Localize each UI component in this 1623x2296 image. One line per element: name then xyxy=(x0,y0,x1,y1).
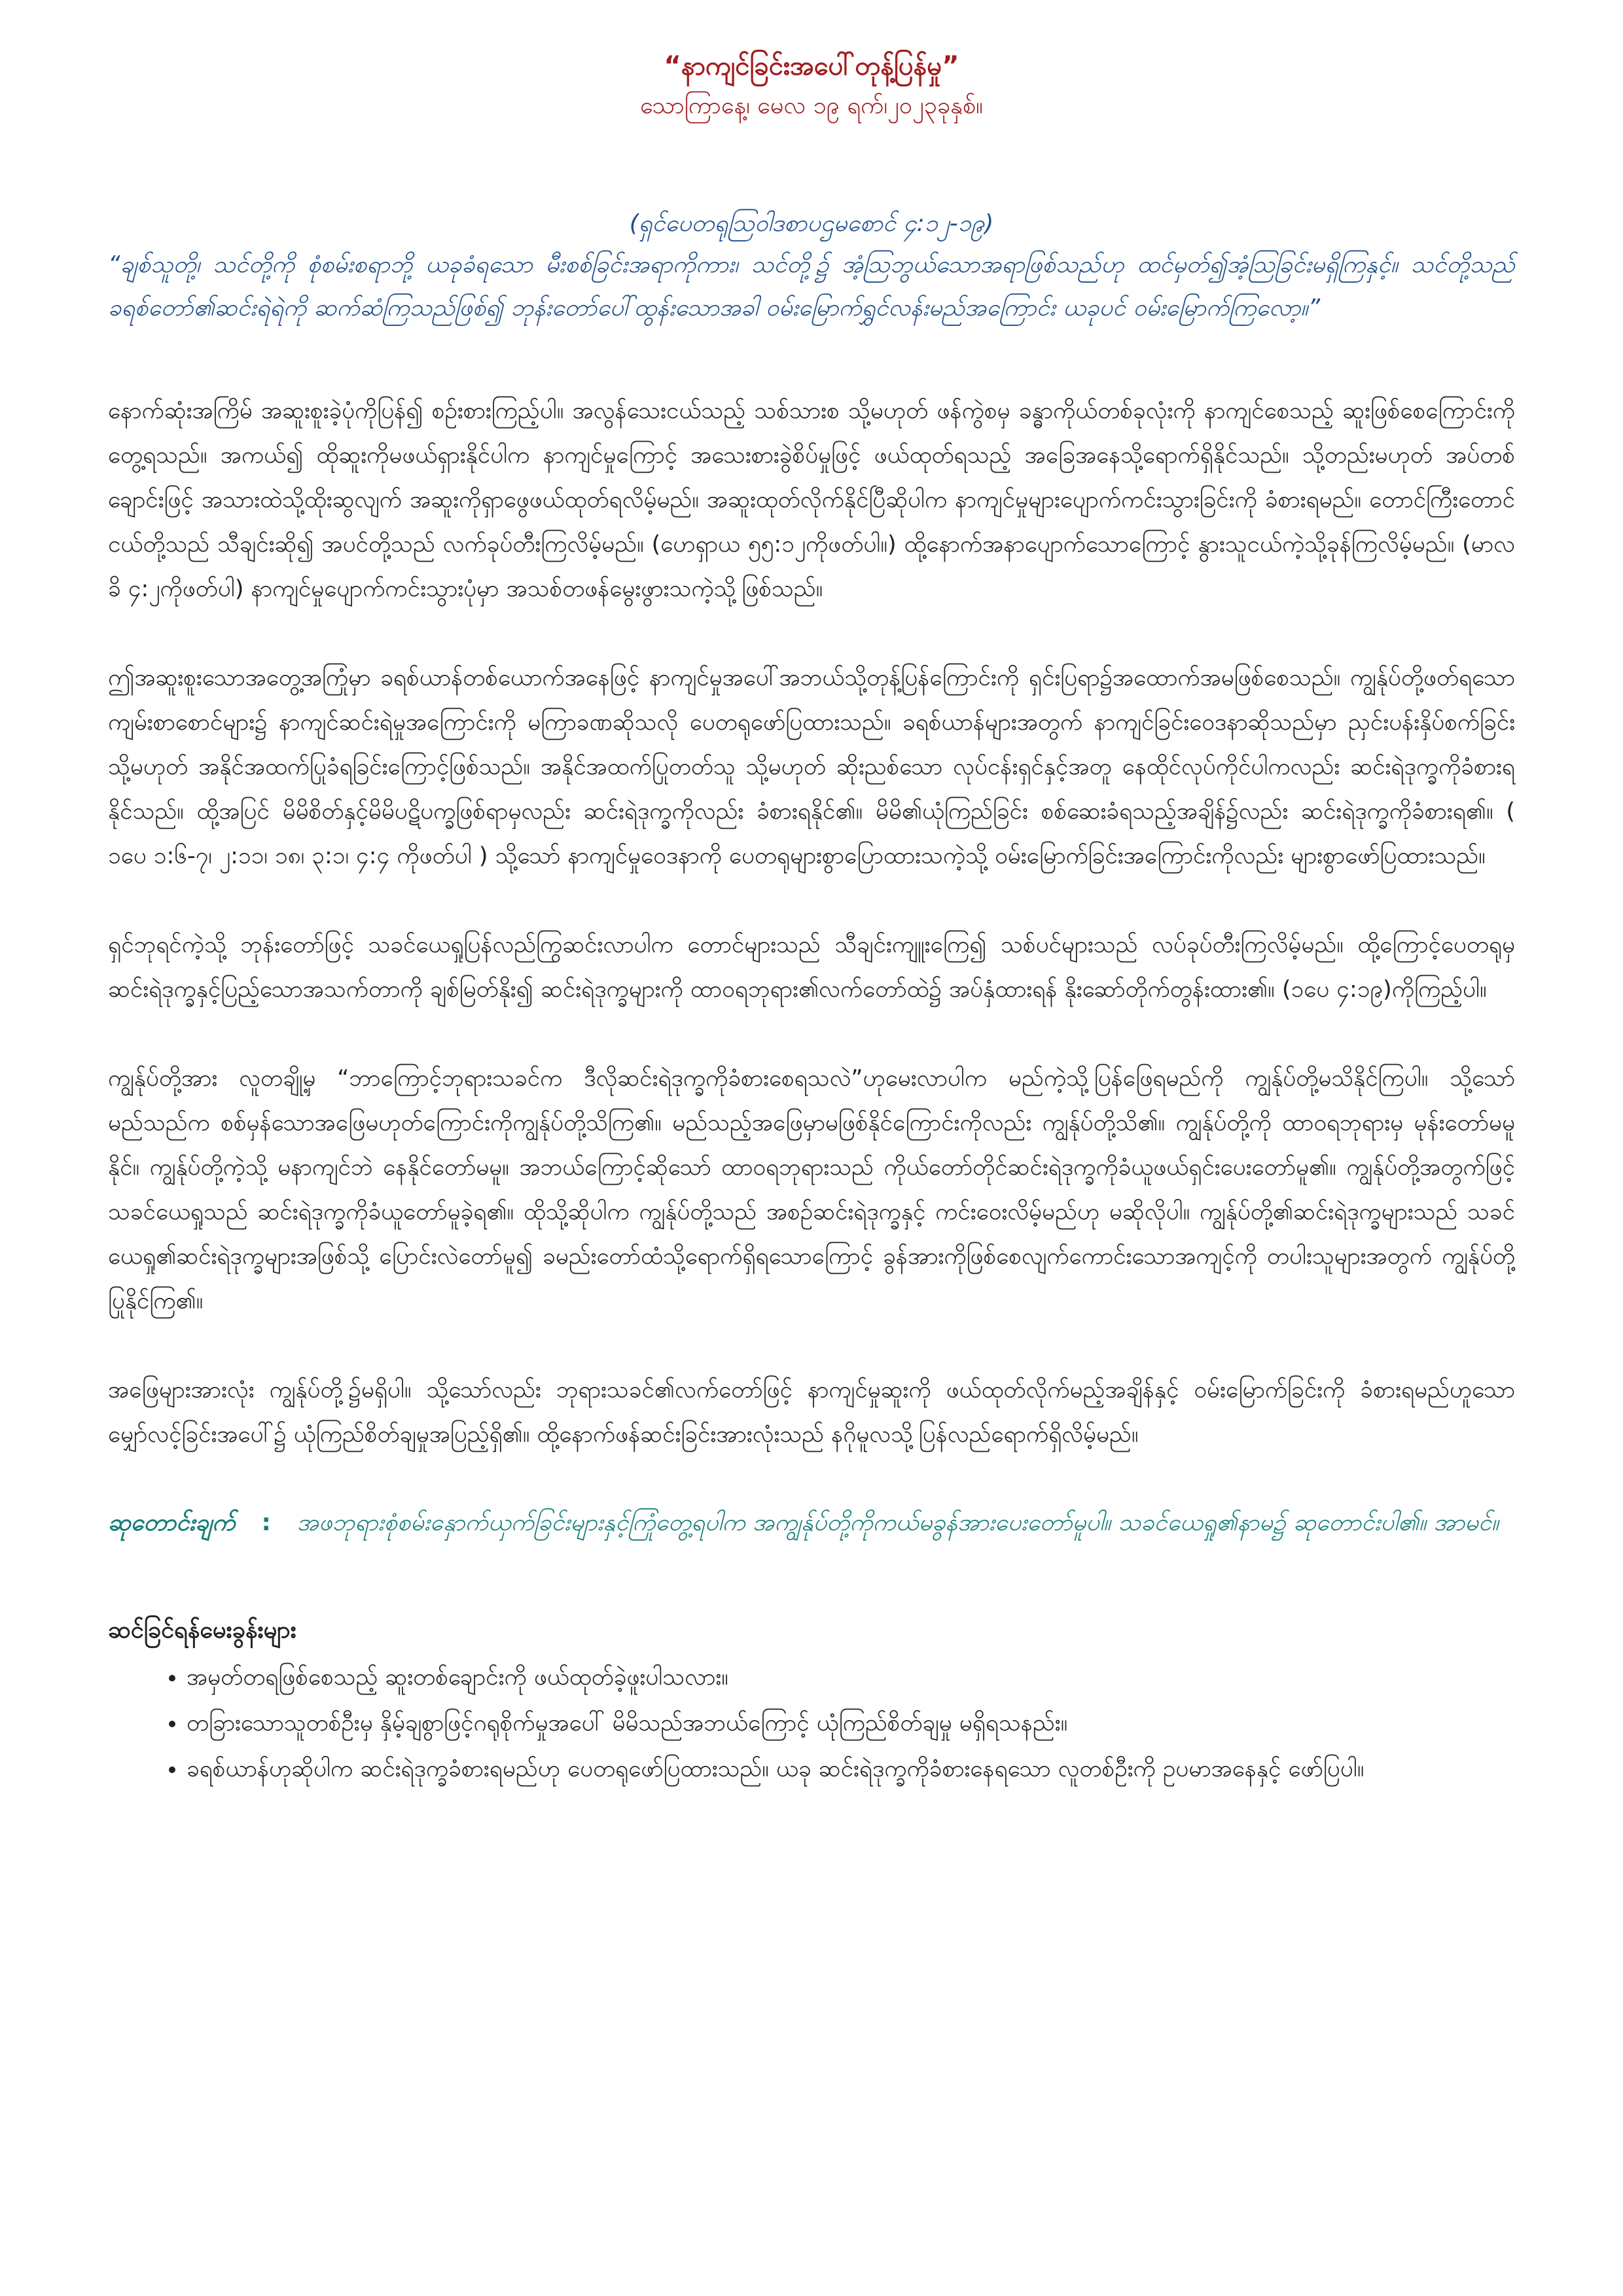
body-paragraph-3: ရှင်ဘုရင်ကဲ့သို့ ဘုန်းတော်ဖြင့် သခင်ယေရှုပြန်လည်ကြွဆင်းလာပါက တောင်များသည် သီချင်းကျူးကြေ၍ သစ်ပင်များသည် လပ်ခုပ်တီးကြလိမ့်မည်။ ထို့ကြောင့်ပေတရုမှ ဆင်းရဲဒုက္ခနှင့်ပြည့်သောအသက်တာကို ချစ်မြတ်နိုး၍ ဆင်းရဲဒုက္ခများကို ထာဝရဘုရား၏လက်တော်ထဲ၌ အပ်နှံထားရန် နိုးဆော်တိုက်တွန်းထား၏။ (၁ပေ ၄:၁၉)ကိုကြည့်ပါ။ xyxy=(108,932,1515,1003)
prayer-label: ဆုတောင်းချက် xyxy=(108,1509,236,1536)
body-paragraph-4: ကျွန်ုပ်တို့အား လူတချို့မှ “ဘာကြောင့်ဘုရားသခင်က ဒီလိုဆင်းရဲဒုက္ခကိုခံစားစေရသလဲ”ဟုမေးလာပါက မည်ကဲ့သို့ပြန်ဖြေရမည်ကို ကျွန်ုပ်တို့မသိနိုင်ကြပါ။ သို့သော် မည်သည်က စစ်မှန်သောအဖြေမဟုတ်ကြောင်းကိုကျွန်ုပ်တို့သိကြ၏။ မည်သည့်အဖြေမှာမဖြစ်နိုင်ကြောင်းကိုလည်း ကျွန်ုပ်တို့သိ၏။ ကျွန်ုပ်တို့ကို ထာဝရဘုရားမှ မုန်းတော်မမူနိုင်။ ကျွန်ုပ်တို့ကဲ့သို့ မနာကျင်ဘဲ နေနိုင်တော်မမူ။ အဘယ်ကြောင့်ဆိုသော် ထာဝရဘုရားသည် ကိုယ်တော်တိုင်ဆင်းရဲဒုက္ခကိုခံယူဖယ်ရှင်းပေးတော်မူ၏။ ကျွန်ုပ်တို့အတွက်ဖြင့် သခင်ယေရှုသည် ဆင်းရဲဒုက္ခကိုခံယူတော်မူခဲ့ရ၏။ ထိုသို့ဆိုပါက ကျွန်ုပ်တို့သည် အစဉ်ဆင်းရဲဒုက္ခနှင့် ကင်းဝေးလိမ့်မည်ဟု မဆိုလိုပါ။ ကျွန်ုပ်တို့၏ဆင်းရဲဒုက္ခများသည် သခင်ယေရှု၏ဆင်းရဲဒုက္ခများအဖြစ်သို့ ပြောင်းလဲတော်မူ၍ ခမည်းတော်ထံသို့ရောက်ရှိရသောကြောင့် ခွန်အားကိုဖြစ်စေလျက်ကောင်းသောအကျင့်ကို တပါးသူများအတွက် ကျွန်ုပ်တို့ပြုနိုင်ကြ၏။ xyxy=(108,1066,1515,1314)
prayer-text: အဖဘုရားစုံစမ်းနှောက်ယှက်ခြင်းများနှင့်ကြုံတွေ့ရပါက အကျွန်ုပ်တို့ကိုကယ်မခွန်အားပေးတော်မူပါ။ သခင်ယေရှု၏နာမ၌ ဆုတောင်းပါ၏။ အာမင်။ xyxy=(296,1509,1499,1536)
body-paragraph-1: နောက်ဆုံးအကြိမ် အဆူးစူးခဲ့ပုံကိုပြန်၍ စဉ်းစားကြည့်ပါ။ အလွန်သေးငယ်သည့် သစ်သားစ သို့မဟုတ် ဖန်ကွဲစမှ ခန္ဓာကိုယ်တစ်ခုလုံးကို နာကျင်စေသည့် ဆူးဖြစ်စေကြောင်းကိုတွေ့ရသည်။ အကယ်၍ ထိုဆူးကိုမဖယ်ရှားနိုင်ပါက နာကျင်မှုကြောင့် အသေးစားခွဲစိပ်မှုဖြင့် ဖယ်ထုတ်ရသည့် အခြေအနေသို့ရောက်ရှိနိုင်သည်။ သို့တည်းမဟုတ် အပ်တစ်ချောင်းဖြင့် အသားထဲသို့ထိုးဆွလျက် အဆူးကိုရှာဖွေဖယ်ထုတ်ရလိမ့်မည်။ အဆူးထုတ်လိုက်နိုင်ပြီဆိုပါက နာကျင်မှုများပျောက်ကင်းသွားခြင်းကို ခံစားရမည်။ တောင်ကြီးတောင်ငယ်တို့သည် သီချင်းဆို၍ အပင်တို့သည် လက်ခုပ်တီးကြလိမ့်မည်။ (ဟေရှာယ ၅၅:၁၂ကိုဖတ်ပါ။) ထို့နောက်အနာပျောက်သောကြောင့် နွားသူငယ်ကဲ့သို့ခုန်ကြလိမ့်မည်။ (မာလခိ ၄:၂ကိုဖတ်ပါ) နာကျင်မှုပျောက်ကင်းသွားပုံမှာ အသစ်တဖန်မွေးဖွားသကဲ့သို့ဖြစ်သည်။ xyxy=(108,398,1515,602)
page-title: “နာကျင်ခြင်းအပေါ်တုန့်ပြန်မှု” xyxy=(664,51,959,81)
prayer-block xyxy=(108,1501,1515,1545)
questions-heading: ဆင်ခြင်ရန်မေးခွန်းများ xyxy=(108,1617,296,1643)
scripture-reference: (ရှင်ပေတရုဩဝါဒစာပဌမစောင် ၄:၁၂-၁၉) xyxy=(629,210,994,237)
question-item-2: • တခြားသောသူတစ်ဦးမှ နှိမ့်ချစွာဖြင့်ဂရုစိုက်မှုအပေါ် မိမိသည်အဘယ်ကြောင့် ယုံကြည်စိတ်ချမှု မရှိရသနည်း။ xyxy=(187,1702,1515,1745)
body-paragraph-2: ဤအဆူးစူးသောအတွေ့အကြုံမှာ ခရစ်ယာန်တစ်ယောက်အနေဖြင့် နာကျင်မှုအပေါ်အဘယ်သို့တုန့်ပြန်ကြောင်းကို ရှင်းပြရာ၌အထောက်အမဖြစ်စေသည်။ ကျွန်ုပ်တို့ဖတ်ရသော ကျမ်းစာစောင်များ၌ နာကျင်ဆင်းရဲမှုအကြောင်းကို မကြာခဏဆိုသလို ပေတရုဖော်ပြထားသည်။ ခရစ်ယာန်များအတွက် နာကျင်ခြင်းဝေဒနာဆိုသည်မှာ ညှင်းပန်းနှိပ်စက်ခြင်း သို့မဟုတ် အနိုင်အထက်ပြုခံရခြင်းကြောင့်ဖြစ်သည်။ အနိုင်အထက်ပြုတတ်သူ သို့မဟုတ် ဆိုးညစ်သော လုပ်ငန်းရှင်နှင့်အတူ နေထိုင်လုပ်ကိုင်ပါကလည်း ဆင်းရဲဒုက္ခကိုခံစားရနိုင်သည်။ ထို့အပြင် မိမိစိတ်နှင့်မိမိပဋိပက္ခဖြစ်ရာမှလည်း ဆင်းရဲဒုက္ခကိုလည်း ခံစားရနိုင်၏။ မိမိ၏ယုံကြည်ခြင်း စစ်ဆေးခံရသည့်အချိန်၌လည်း ဆင်းရဲဒုက္ခကိုခံစားရ၏။ ( ၁ပေ ၁:၆-၇၊ ၂:၁၁၊ ၁၈၊ ၃:၁၊ ၄:၄ ကိုဖတ်ပါ ) သို့သော် နာကျင်မှုဝေဒနာကို ပေတရုများစွာပြောထားသကဲ့သို့ ဝမ်းမြောက်ခြင်းအကြောင်းကိုလည်း များစွာဖော်ပြထားသည်။ xyxy=(108,665,1515,869)
questions-list xyxy=(108,1656,1515,1791)
body-paragraph-5: အဖြေများအားလုံး ကျွန်ုပ်တို့၌မရှိပါ။ သို့သော်လည်း ဘုရားသခင်၏လက်တော်ဖြင့် နာကျင်မှုဆူးကို ဖယ်ထုတ်လိုက်မည့်အချိန်နှင့် ဝမ်းမြောက်ခြင်းကို ခံစားရမည်ဟူသော မျှော်လင့်ခြင်းအပေါ်၌ ယုံကြည်စိတ်ချမှုအပြည့်ရှိ၏။ ထို့နောက်ဖန်ဆင်းခြင်းအားလုံးသည် နဂိုမူလသို့ပြန်လည်ရောက်ရှိလိမ့်မည်။ xyxy=(108,1377,1515,1448)
question-item-1: • အမှတ်တရဖြစ်စေသည့် ဆူးတစ်ချောင်းကို ဖယ်ထုတ်ခဲ့ဖူးပါသလား။ xyxy=(187,1656,1515,1699)
question-item-3: • ခရစ်ယာန်ဟုဆိုပါက ဆင်းရဲဒုက္ခခံစားရမည်ဟု ပေတရုဖော်ပြထားသည်။ ယခု ဆင်းရဲဒုက္ခကိုခံစားနေရသော လူတစ်ဦးကို ဥပမာအနေနှင့် ဖော်ပြပါ။ xyxy=(187,1748,1515,1791)
scripture-quote: “ချစ်သူတို့၊ သင်တို့ကို စုံစမ်းစရာဘို့ ယခုခံရသော မီးစစ်ခြင်းအရာကိုကား၊ သင်တို့၌ အံ့ဩဘွယ်သောအရာဖြစ်သည်ဟု ထင်မှတ်၍အံ့ဩခြင်းမရှိကြနှင့်။ သင်တို့သည် ခရစ်တော်၏ဆင်းရဲရဲကို ဆက်ဆံကြသည်ဖြစ်၍ ဘုန်းတော်ပေါ်ထွန်းသောအခါ ဝမ်းမြောက်ရွှင်လန်းမည်အကြောင်း ယခုပင် ဝမ်းမြောက်ကြလော့။” xyxy=(108,251,1515,321)
prayer-separator: : xyxy=(261,1509,271,1536)
page-date: သောကြာနေ့၊ မေလ ၁၉ ရက်၊၂၀၂၃ခုနှစ်။ xyxy=(640,92,983,119)
